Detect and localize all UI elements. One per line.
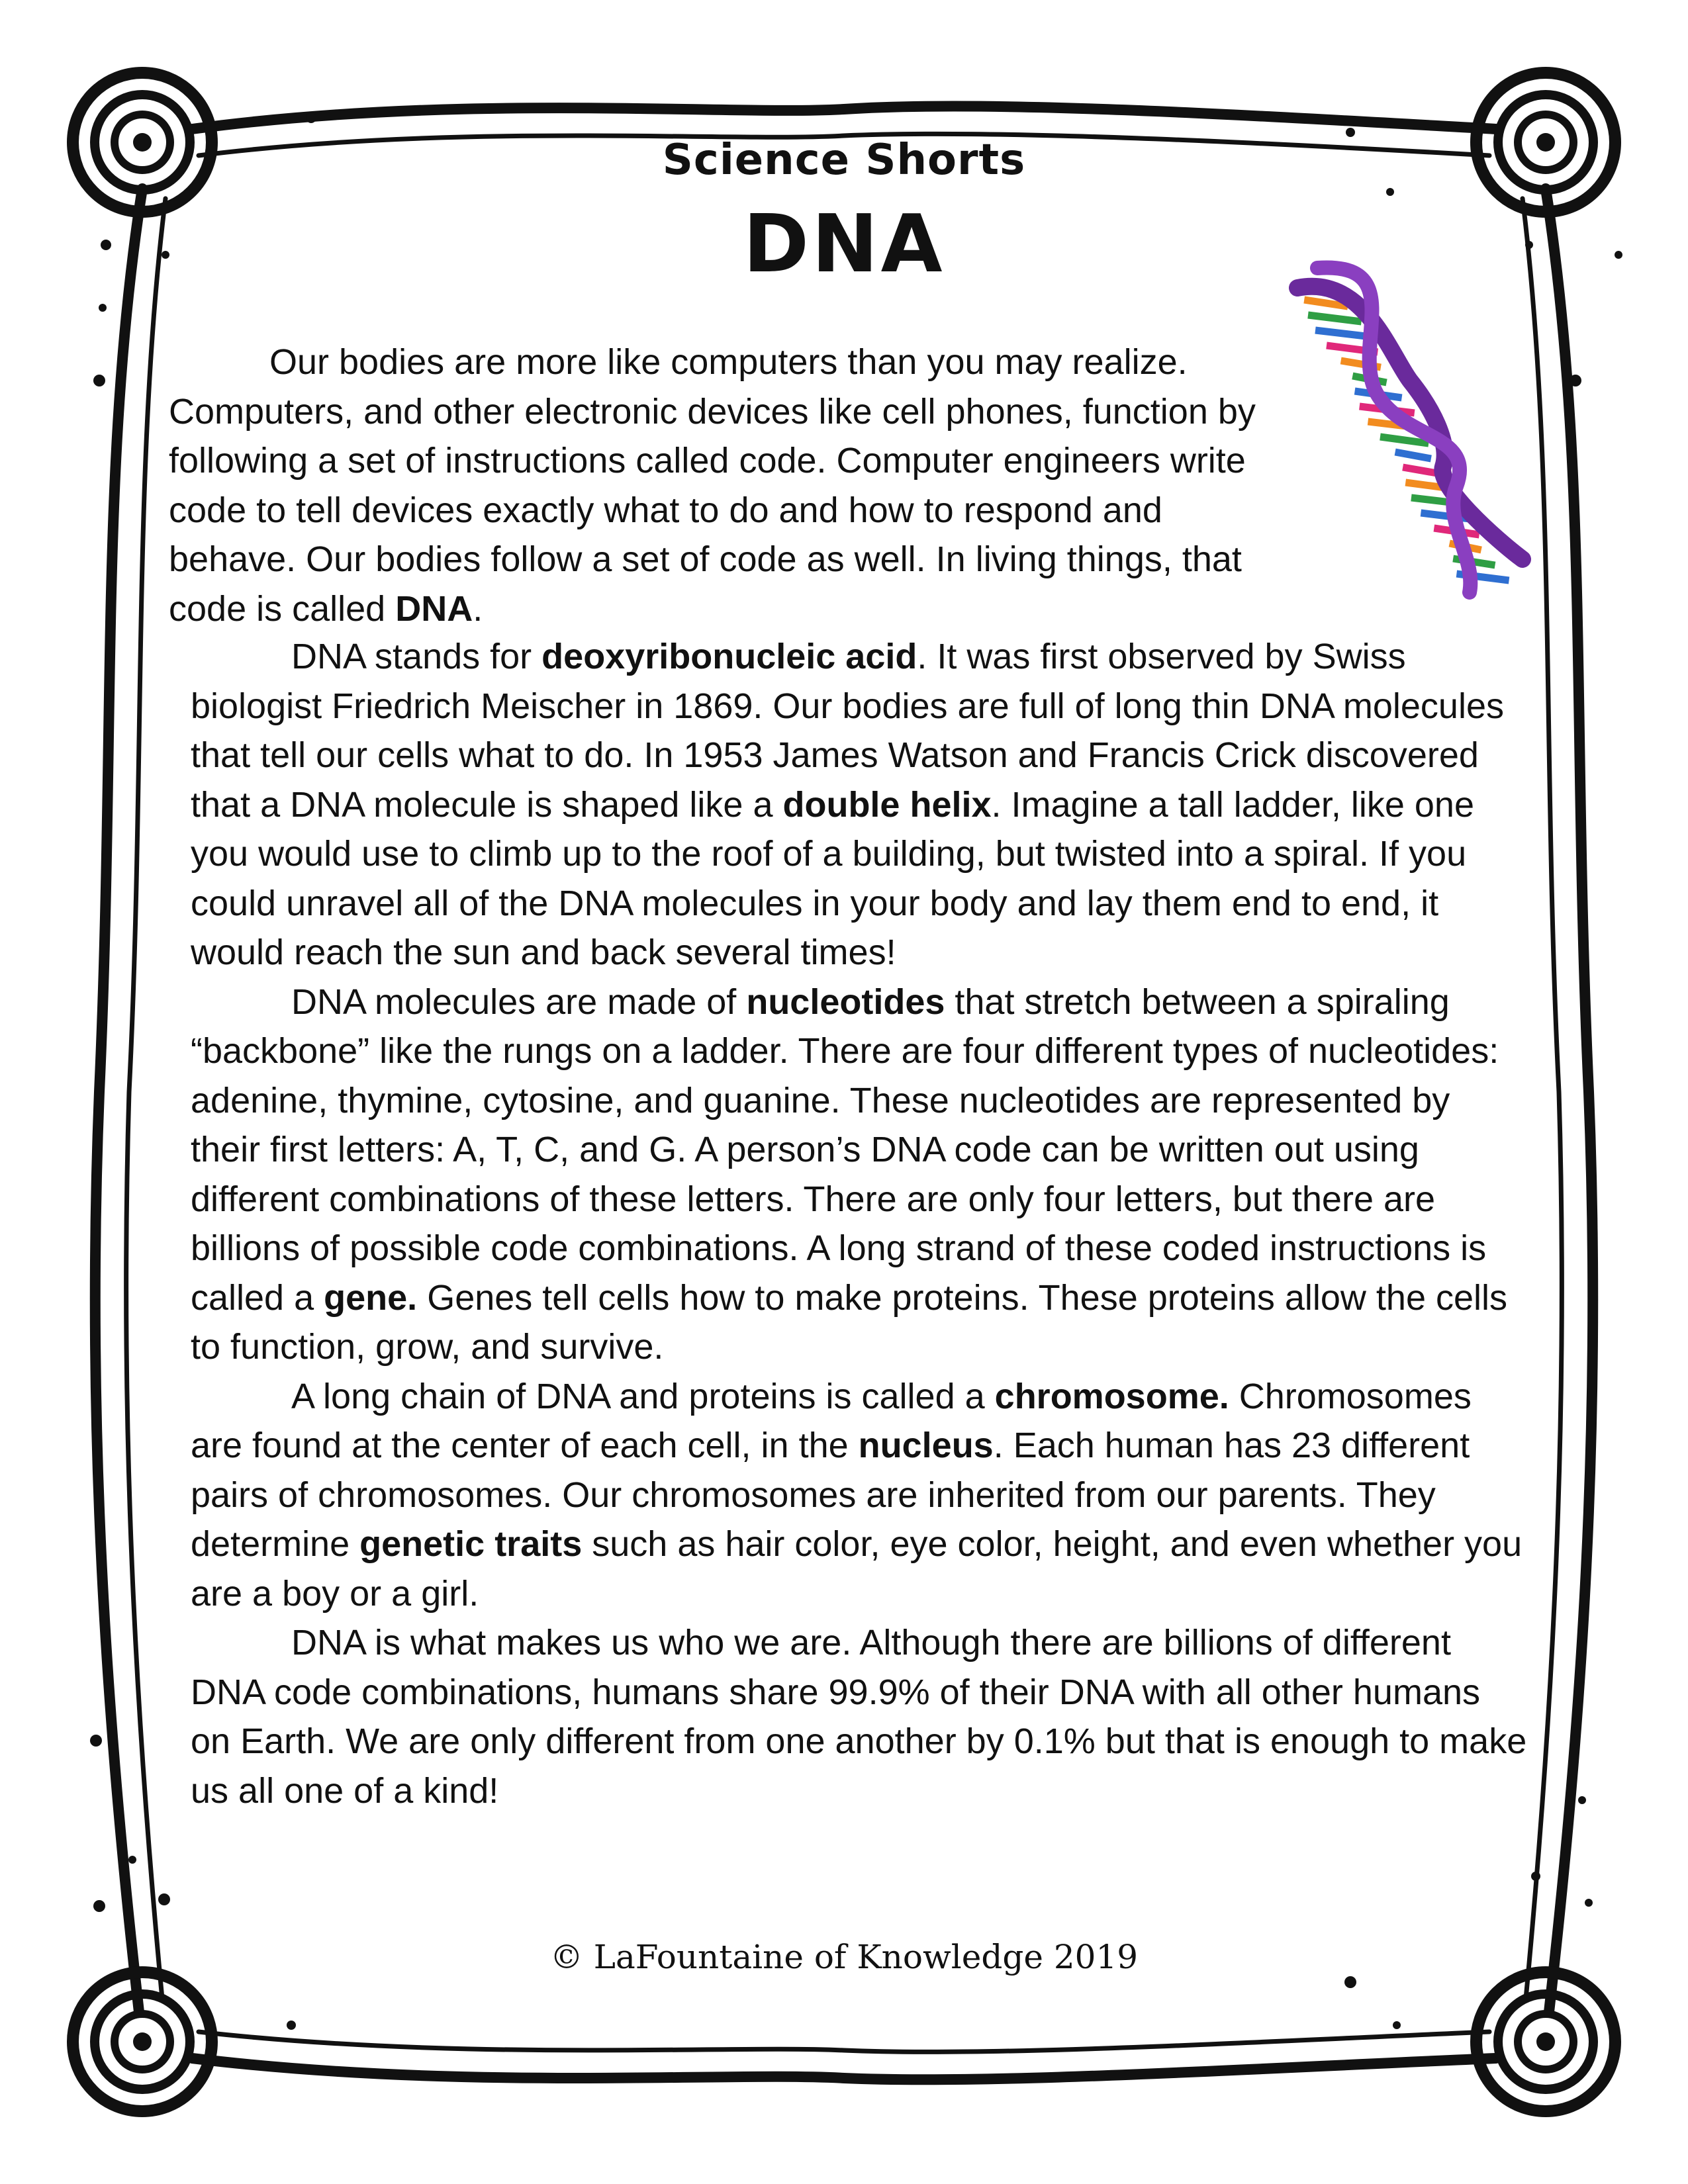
- text-segment: Genes tell cells how to make proteins. These proteins allow the cells to function, grow, and survive.: [191, 1277, 1508, 1367]
- paragraph-text: [169, 338, 1281, 633]
- text-segment: A long chain of DNA and proteins is called a: [291, 1376, 995, 1416]
- page-title: DNA: [743, 199, 945, 291]
- text-segment: DNA is what makes us who we are. Although there are billions of different DNA code combinations, humans share 99.9% of their DNA with all other humans on Earth. We are only different from one another by 0.1% but that is enough to make us all one of a kind!: [191, 1623, 1527, 1811]
- paragraph-1: [169, 338, 1281, 633]
- border-bottom-stroke-inner: [199, 2032, 1489, 2052]
- helix-rung: [1395, 452, 1431, 459]
- paragraph-text: [191, 1618, 1528, 1815]
- dna-double-helix-icon: [1278, 248, 1542, 606]
- border-top-stroke: [192, 106, 1496, 129]
- text-segment: DNA molecules are made of: [291, 981, 747, 1022]
- bold-term: chromosome.: [994, 1376, 1229, 1416]
- text-segment: . It was first observed by Swiss biologist Friedrich Meischer in 1869. Our bodies are full of long thin DNA molecules that tell our cells what to do. In 1953 James Watson and Francis Crick discovered that a DNA molecule is shaped like a: [191, 637, 1504, 825]
- bold-term: genetic traits: [359, 1524, 583, 1564]
- border-left-stroke-inner: [126, 199, 165, 1999]
- helix-rungs: [1303, 285, 1509, 580]
- border-left-stroke: [95, 189, 142, 2012]
- text-segment: Our bodies are more like computers than you may realize. Computers, and other electronic devices like cell phones, function by following a set of instructions called code. Computer engineers write code to tell devices exactly what to do and how to respond and behave. Our bodies follow a set of code as well. In living things, that code is called: [169, 342, 1256, 629]
- paragraph-text: [191, 632, 1528, 978]
- text-segment: such as hair color, eye color, height, and even whether you are a boy or a girl.: [191, 1524, 1523, 1614]
- bold-term: gene.: [324, 1277, 418, 1318]
- copyright-footer: © LaFountaine of Knowledge 2019: [549, 1938, 1139, 1976]
- article-body: [191, 632, 1528, 1815]
- helix-rung: [1315, 330, 1372, 337]
- swirl-corner-bottom-left: [73, 1972, 212, 2111]
- text-segment: Chromosomes are found at the center of each cell, in the: [191, 1376, 1472, 1465]
- swirl-corner-bottom-right: [1476, 1972, 1615, 2111]
- text-segment: . Imagine a tall ladder, like one you would use to climb up to the roof of a building, but twisted into a spiral. If you could unravel all of the DNA molecules in your body and lay them end to end, it would reach the sun and back several times!: [191, 784, 1474, 972]
- series-title: Science Shorts: [662, 136, 1026, 185]
- bold-term: nucleus: [858, 1426, 994, 1465]
- text-segment: that stretch between a spiraling “backbone” like the rungs on a ladder. There are four different types of nucleotides: adenine, thymine, cytosine, and guanine. These nucleotides are represented by their first letters: A, T, C, and G. A person’s DNA code can be written out using different combinations of these letters. There are only four letters, but there are billions of possible code combinations. A long strand of these coded instructions is called a: [191, 981, 1499, 1318]
- text-segment: . Each human has 23 different pairs of chromosomes. Our chromosomes are inherited from our parents. They determine: [191, 1426, 1470, 1564]
- bold-term: double helix: [782, 784, 992, 825]
- bold-term: nucleotides: [746, 981, 945, 1022]
- border-bottom-stroke: [192, 2058, 1496, 2079]
- paragraph-text: [191, 1372, 1528, 1619]
- bold-term: deoxyribonucleic acid: [541, 637, 917, 676]
- text-segment: DNA stands for: [291, 637, 542, 676]
- border-right-stroke: [1546, 189, 1593, 2012]
- helix-rung: [1308, 315, 1362, 322]
- bold-term: DNA: [395, 588, 473, 629]
- text-segment: .: [473, 588, 483, 629]
- paragraph-text: [191, 978, 1528, 1372]
